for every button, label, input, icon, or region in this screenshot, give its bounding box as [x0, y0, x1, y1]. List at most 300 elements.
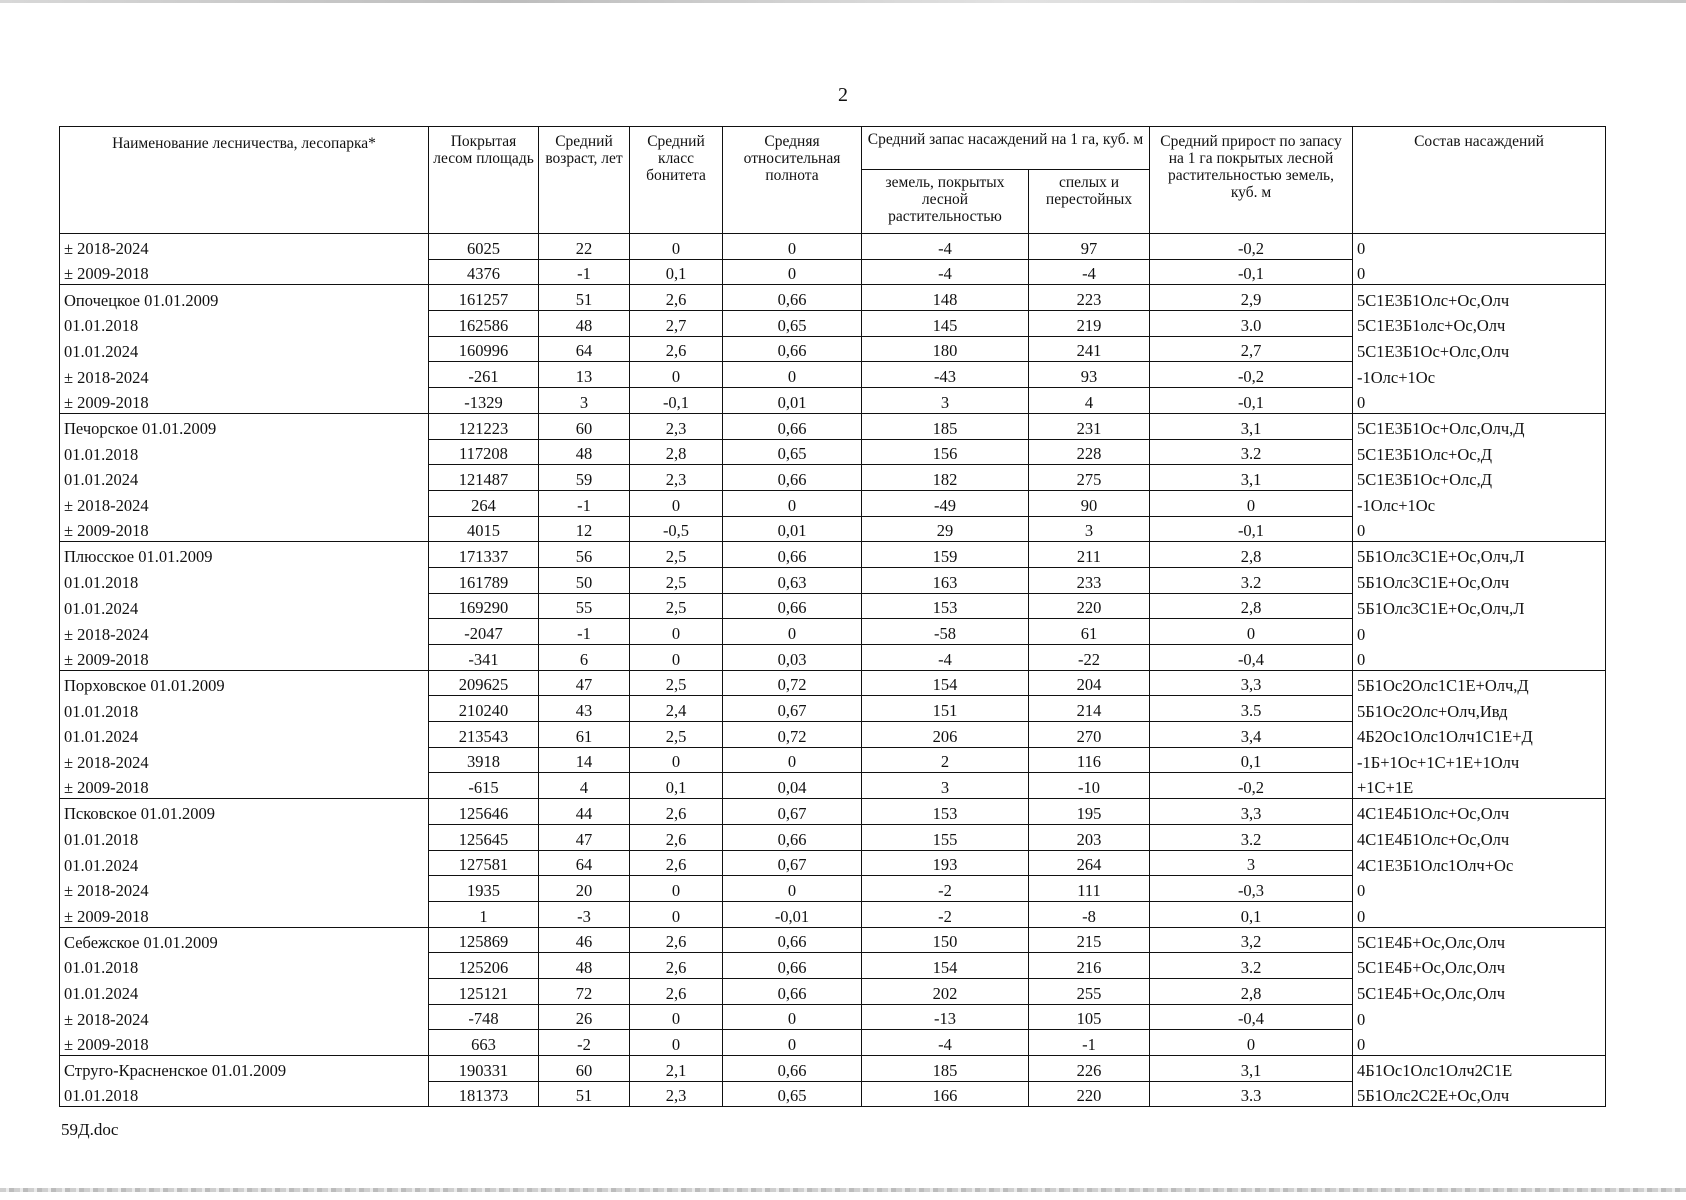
cell-name: Печорское 01.01.2009	[60, 413, 429, 439]
cell-area: 6025	[429, 234, 539, 260]
cell-stock-forest: 145	[862, 311, 1029, 337]
cell-bonitet: 2,6	[630, 285, 723, 311]
cell-density: 0	[723, 362, 862, 388]
cell-stock-mature: 241	[1029, 336, 1150, 362]
cell-area: -261	[429, 362, 539, 388]
cell-growth: -0,4	[1150, 1004, 1353, 1030]
cell-age: 13	[539, 362, 630, 388]
cell-age: 4	[539, 773, 630, 799]
cell-composition: -1Б+1Ос+1С+1Е+1Олч	[1353, 747, 1606, 773]
cell-bonitet: 2,6	[630, 850, 723, 876]
cell-bonitet: 0,1	[630, 259, 723, 285]
scan-edge-bottom	[0, 1188, 1686, 1192]
table-row	[60, 285, 1606, 311]
cell-stock-forest: 155	[862, 824, 1029, 850]
cell-composition: 5С1Е4Б+Ос,Олс,Олч	[1353, 927, 1606, 953]
cell-growth: 3.0	[1150, 311, 1353, 337]
cell-name: 01.01.2018	[60, 567, 429, 593]
cell-stock-mature: 255	[1029, 978, 1150, 1004]
cell-bonitet: 2,6	[630, 953, 723, 979]
cell-stock-mature: 90	[1029, 490, 1150, 516]
cell-age: 47	[539, 670, 630, 696]
cell-age: 64	[539, 336, 630, 362]
page-number: 2	[838, 84, 848, 106]
cell-composition: 5С1Е4Б+Ос,Олс,Олч	[1353, 978, 1606, 1004]
cell-age: -1	[539, 490, 630, 516]
table-row	[60, 490, 1606, 516]
cell-stock-forest: 153	[862, 799, 1029, 825]
cell-density: 0,63	[723, 567, 862, 593]
cell-area: 190331	[429, 1056, 539, 1082]
table-row	[60, 388, 1606, 414]
cell-age: 14	[539, 747, 630, 773]
cell-growth: 0,1	[1150, 901, 1353, 927]
cell-composition: 0	[1353, 388, 1606, 414]
cell-growth: 2,8	[1150, 542, 1353, 568]
cell-age: 48	[539, 439, 630, 465]
cell-bonitet: 2,6	[630, 336, 723, 362]
cell-area: 264	[429, 490, 539, 516]
cell-composition: 0	[1353, 259, 1606, 285]
cell-growth: 3,3	[1150, 670, 1353, 696]
cell-density: 0,66	[723, 413, 862, 439]
cell-bonitet: 2,5	[630, 542, 723, 568]
cell-density: 0,66	[723, 593, 862, 619]
cell-age: 12	[539, 516, 630, 542]
cell-density: 0	[723, 876, 862, 902]
cell-stock-mature: 231	[1029, 413, 1150, 439]
cell-density: 0,65	[723, 1081, 862, 1107]
cell-area: 125206	[429, 953, 539, 979]
cell-composition: 5С1Е3Б1Олс+Ос,Д	[1353, 439, 1606, 465]
cell-composition: 4С1Е4Б1Олс+Ос,Олч	[1353, 799, 1606, 825]
cell-name: Опочецкое 01.01.2009	[60, 285, 429, 311]
cell-stock-mature: 61	[1029, 619, 1150, 645]
cell-density: 0	[723, 234, 862, 260]
cell-stock-mature: -8	[1029, 901, 1150, 927]
cell-density: 0,67	[723, 799, 862, 825]
cell-composition: 5Б1Олс3С1Е+Ос,Олч	[1353, 567, 1606, 593]
cell-growth: 3.2	[1150, 567, 1353, 593]
cell-area: 3918	[429, 747, 539, 773]
cell-name: 01.01.2018	[60, 824, 429, 850]
cell-composition: 4С1Е4Б1Олс+Ос,Олч	[1353, 824, 1606, 850]
cell-bonitet: 0	[630, 1030, 723, 1056]
header-age: Средний возраст, лет	[539, 127, 630, 234]
cell-area: 121223	[429, 413, 539, 439]
cell-age: 3	[539, 388, 630, 414]
cell-area: -2047	[429, 619, 539, 645]
cell-area: 162586	[429, 311, 539, 337]
cell-age: 6	[539, 645, 630, 671]
cell-area: 171337	[429, 542, 539, 568]
table-row	[60, 516, 1606, 542]
cell-name: ± 2018-2024	[60, 619, 429, 645]
cell-density: 0,66	[723, 285, 862, 311]
cell-area: 125121	[429, 978, 539, 1004]
cell-bonitet: 2,6	[630, 824, 723, 850]
table-row	[60, 670, 1606, 696]
cell-area: 125645	[429, 824, 539, 850]
header-composition: Состав насаждений	[1353, 127, 1606, 234]
cell-stock-forest: -4	[862, 259, 1029, 285]
cell-stock-mature: 233	[1029, 567, 1150, 593]
cell-area: -341	[429, 645, 539, 671]
cell-stock-forest: 180	[862, 336, 1029, 362]
cell-bonitet: 0	[630, 747, 723, 773]
cell-composition: 5С1Е3Б1олс+Ос,Олч	[1353, 311, 1606, 337]
cell-density: 0,01	[723, 516, 862, 542]
cell-name: ± 2009-2018	[60, 901, 429, 927]
cell-bonitet: 2,1	[630, 1056, 723, 1082]
header-area: Покрытая лесом площадь	[429, 127, 539, 234]
header-density: Средняя относительная полнота	[723, 127, 862, 234]
cell-area: 209625	[429, 670, 539, 696]
cell-age: 55	[539, 593, 630, 619]
cell-stock-forest: 185	[862, 413, 1029, 439]
table-row	[60, 593, 1606, 619]
cell-composition: 5Б1Олс3С1Е+Ос,Олч,Л	[1353, 593, 1606, 619]
cell-stock-mature: 211	[1029, 542, 1150, 568]
cell-composition: 5Б1Ос2Олс1С1Е+Олч,Д	[1353, 670, 1606, 696]
table-row	[60, 234, 1606, 260]
cell-stock-forest: -4	[862, 1030, 1029, 1056]
cell-area: 1	[429, 901, 539, 927]
cell-bonitet: 2,3	[630, 413, 723, 439]
cell-bonitet: 0	[630, 234, 723, 260]
cell-bonitet: 2,6	[630, 978, 723, 1004]
cell-bonitet: 0,1	[630, 773, 723, 799]
cell-area: 161257	[429, 285, 539, 311]
table-row	[60, 953, 1606, 979]
cell-density: 0,66	[723, 1056, 862, 1082]
table-row	[60, 259, 1606, 285]
cell-age: 59	[539, 465, 630, 491]
cell-bonitet: 2,3	[630, 465, 723, 491]
table-row	[60, 567, 1606, 593]
cell-composition: -1Олс+1Ос	[1353, 490, 1606, 516]
cell-name: Псковское 01.01.2009	[60, 799, 429, 825]
cell-area: 121487	[429, 465, 539, 491]
table-row	[60, 413, 1606, 439]
cell-stock-mature: 215	[1029, 927, 1150, 953]
table-row	[60, 747, 1606, 773]
footer-filename: 59Д.doc	[61, 1120, 119, 1139]
cell-name: 01.01.2018	[60, 311, 429, 337]
cell-growth: -0,4	[1150, 645, 1353, 671]
header-stock-group: Средний запас насаждений на 1 га, куб. м	[862, 127, 1150, 170]
cell-stock-mature: -10	[1029, 773, 1150, 799]
table-row	[60, 901, 1606, 927]
cell-composition: 0	[1353, 1030, 1606, 1056]
table-body	[60, 234, 1606, 1107]
cell-name: ± 2018-2024	[60, 362, 429, 388]
cell-bonitet: 2,3	[630, 1081, 723, 1107]
cell-density: 0,66	[723, 465, 862, 491]
table-row	[60, 439, 1606, 465]
cell-stock-forest: 166	[862, 1081, 1029, 1107]
cell-stock-mature: -22	[1029, 645, 1150, 671]
cell-name: Струго-Красненское 01.01.2009	[60, 1056, 429, 1082]
cell-growth: 3.3	[1150, 1081, 1353, 1107]
table-row	[60, 465, 1606, 491]
cell-growth: 3.2	[1150, 824, 1353, 850]
table-row	[60, 311, 1606, 337]
cell-stock-forest: 29	[862, 516, 1029, 542]
cell-age: 22	[539, 234, 630, 260]
cell-stock-forest: 163	[862, 567, 1029, 593]
cell-composition: 0	[1353, 234, 1606, 260]
cell-name: ± 2018-2024	[60, 1004, 429, 1030]
cell-area: 213543	[429, 722, 539, 748]
cell-density: 0	[723, 1030, 862, 1056]
cell-area: 161789	[429, 567, 539, 593]
cell-growth: 0,1	[1150, 747, 1353, 773]
table-row	[60, 619, 1606, 645]
cell-stock-forest: 154	[862, 953, 1029, 979]
cell-growth: -0,1	[1150, 516, 1353, 542]
table-row	[60, 1004, 1606, 1030]
cell-stock-mature: 223	[1029, 285, 1150, 311]
table-row	[60, 1030, 1606, 1056]
cell-name: Порховское 01.01.2009	[60, 670, 429, 696]
cell-density: 0,67	[723, 696, 862, 722]
cell-composition: 0	[1353, 1004, 1606, 1030]
cell-composition: 5Б1Олс3С1Е+Ос,Олч,Л	[1353, 542, 1606, 568]
cell-age: 60	[539, 413, 630, 439]
cell-stock-mature: 275	[1029, 465, 1150, 491]
cell-stock-mature: 4	[1029, 388, 1150, 414]
cell-stock-mature: 228	[1029, 439, 1150, 465]
cell-composition: 4Б1Ос1Олс1Олч2С1Е	[1353, 1056, 1606, 1082]
cell-name: 01.01.2024	[60, 593, 429, 619]
cell-stock-forest: -4	[862, 234, 1029, 260]
cell-name: ± 2009-2018	[60, 773, 429, 799]
cell-name: 01.01.2018	[60, 1081, 429, 1107]
cell-area: -748	[429, 1004, 539, 1030]
cell-name: 01.01.2024	[60, 850, 429, 876]
cell-density: 0,66	[723, 542, 862, 568]
cell-age: 44	[539, 799, 630, 825]
cell-stock-mature: 93	[1029, 362, 1150, 388]
cell-age: 20	[539, 876, 630, 902]
cell-stock-mature: 264	[1029, 850, 1150, 876]
table-row	[60, 1056, 1606, 1082]
cell-growth: 0	[1150, 619, 1353, 645]
cell-composition: 0	[1353, 901, 1606, 927]
cell-bonitet: 0	[630, 645, 723, 671]
cell-stock-forest: 3	[862, 388, 1029, 414]
cell-growth: 3.5	[1150, 696, 1353, 722]
cell-growth: -0,1	[1150, 259, 1353, 285]
cell-bonitet: 2,6	[630, 927, 723, 953]
cell-stock-mature: 226	[1029, 1056, 1150, 1082]
cell-composition: 0	[1353, 876, 1606, 902]
cell-density: 0,66	[723, 978, 862, 1004]
cell-bonitet: 0	[630, 619, 723, 645]
cell-name: ± 2009-2018	[60, 259, 429, 285]
cell-density: 0,01	[723, 388, 862, 414]
cell-stock-mature: 111	[1029, 876, 1150, 902]
cell-stock-forest: 148	[862, 285, 1029, 311]
cell-bonitet: 0	[630, 362, 723, 388]
cell-name: ± 2009-2018	[60, 645, 429, 671]
cell-age: 60	[539, 1056, 630, 1082]
table-row	[60, 824, 1606, 850]
cell-stock-forest: -2	[862, 901, 1029, 927]
cell-growth: -0,3	[1150, 876, 1353, 902]
cell-bonitet: -0,5	[630, 516, 723, 542]
table-row	[60, 850, 1606, 876]
cell-area: 169290	[429, 593, 539, 619]
cell-area: 117208	[429, 439, 539, 465]
cell-stock-forest: 2	[862, 747, 1029, 773]
cell-area: 125869	[429, 927, 539, 953]
cell-name: ± 2009-2018	[60, 388, 429, 414]
cell-name: ± 2018-2024	[60, 876, 429, 902]
cell-density: 0,66	[723, 824, 862, 850]
cell-growth: 3,1	[1150, 465, 1353, 491]
cell-bonitet: 2,6	[630, 799, 723, 825]
table-row	[60, 876, 1606, 902]
cell-composition: 0	[1353, 619, 1606, 645]
cell-growth: -0,2	[1150, 234, 1353, 260]
cell-density: 0,65	[723, 311, 862, 337]
table-row	[60, 773, 1606, 799]
header-name: Наименование лесничества, лесопарка*	[60, 127, 429, 234]
cell-growth: 2,7	[1150, 336, 1353, 362]
cell-composition: 5С1Е3Б1Ос+Олс,Олч	[1353, 336, 1606, 362]
cell-growth: 3	[1150, 850, 1353, 876]
cell-stock-mature: 270	[1029, 722, 1150, 748]
table-row	[60, 978, 1606, 1004]
cell-growth: 2,8	[1150, 978, 1353, 1004]
cell-bonitet: 0	[630, 876, 723, 902]
cell-age: 51	[539, 285, 630, 311]
cell-growth: 0	[1150, 490, 1353, 516]
cell-age: 46	[539, 927, 630, 953]
cell-age: 61	[539, 722, 630, 748]
table-row	[60, 542, 1606, 568]
cell-growth: 2,8	[1150, 593, 1353, 619]
cell-stock-forest: 159	[862, 542, 1029, 568]
cell-age: 47	[539, 824, 630, 850]
cell-composition: 0	[1353, 645, 1606, 671]
cell-density: 0,03	[723, 645, 862, 671]
cell-density: 0	[723, 619, 862, 645]
cell-density: 0,67	[723, 850, 862, 876]
cell-density: 0	[723, 490, 862, 516]
cell-bonitet: 0	[630, 490, 723, 516]
cell-density: 0,72	[723, 722, 862, 748]
cell-density: 0,04	[723, 773, 862, 799]
cell-stock-forest: -58	[862, 619, 1029, 645]
cell-composition: 5Б1Олс2С2Е+Ос,Олч	[1353, 1081, 1606, 1107]
cell-age: 50	[539, 567, 630, 593]
cell-name: ± 2018-2024	[60, 747, 429, 773]
cell-name: 01.01.2018	[60, 696, 429, 722]
cell-area: 1935	[429, 876, 539, 902]
cell-stock-mature: 195	[1029, 799, 1150, 825]
cell-stock-mature: 204	[1029, 670, 1150, 696]
header-stock-mature: спелых и перестойных	[1029, 170, 1150, 234]
cell-stock-forest: 206	[862, 722, 1029, 748]
cell-stock-mature: -4	[1029, 259, 1150, 285]
cell-composition: -1Олс+1Ос	[1353, 362, 1606, 388]
forestry-table	[59, 126, 1606, 1107]
scan-edge-top	[0, 0, 1686, 3]
table-row	[60, 362, 1606, 388]
cell-growth: 2,9	[1150, 285, 1353, 311]
table-row	[60, 696, 1606, 722]
cell-name: ± 2009-2018	[60, 516, 429, 542]
cell-area: -615	[429, 773, 539, 799]
cell-area: 4376	[429, 259, 539, 285]
table-row	[60, 336, 1606, 362]
cell-density: 0,72	[723, 670, 862, 696]
cell-bonitet: 0	[630, 1004, 723, 1030]
cell-density: 0,66	[723, 927, 862, 953]
cell-composition: +1С+1Е	[1353, 773, 1606, 799]
cell-age: 56	[539, 542, 630, 568]
cell-stock-mature: 219	[1029, 311, 1150, 337]
cell-growth: 3.2	[1150, 953, 1353, 979]
cell-bonitet: -0,1	[630, 388, 723, 414]
cell-composition: 4Б2Ос1Олс1Олч1С1Е+Д	[1353, 722, 1606, 748]
cell-age: -1	[539, 259, 630, 285]
cell-stock-forest: 154	[862, 670, 1029, 696]
cell-stock-forest: 202	[862, 978, 1029, 1004]
cell-stock-forest: 193	[862, 850, 1029, 876]
cell-age: 48	[539, 311, 630, 337]
cell-growth: -0,2	[1150, 773, 1353, 799]
cell-stock-forest: 150	[862, 927, 1029, 953]
cell-density: 0,66	[723, 336, 862, 362]
cell-density: 0	[723, 1004, 862, 1030]
table-row	[60, 799, 1606, 825]
cell-age: -1	[539, 619, 630, 645]
cell-composition: 5С1Е3Б1Олс+Ос,Олч	[1353, 285, 1606, 311]
cell-stock-mature: -1	[1029, 1030, 1150, 1056]
table-row	[60, 645, 1606, 671]
cell-age: 43	[539, 696, 630, 722]
cell-age: -2	[539, 1030, 630, 1056]
cell-stock-mature: 216	[1029, 953, 1150, 979]
cell-area: 4015	[429, 516, 539, 542]
cell-growth: 0	[1150, 1030, 1353, 1056]
cell-name: 01.01.2024	[60, 722, 429, 748]
cell-stock-mature: 3	[1029, 516, 1150, 542]
cell-area: 127581	[429, 850, 539, 876]
cell-stock-forest: -13	[862, 1004, 1029, 1030]
table-row	[60, 927, 1606, 953]
cell-growth: 3,1	[1150, 1056, 1353, 1082]
cell-composition: 5Б1Ос2Олс+Олч,Ивд	[1353, 696, 1606, 722]
cell-stock-forest: -43	[862, 362, 1029, 388]
table-row	[60, 1081, 1606, 1107]
cell-name: ± 2009-2018	[60, 1030, 429, 1056]
cell-bonitet: 2,4	[630, 696, 723, 722]
cell-growth: 3,3	[1150, 799, 1353, 825]
header-growth: Средний прирост по запасу на 1 га покрытых лесной растительностью земель, куб. м	[1150, 127, 1353, 234]
cell-stock-forest: -2	[862, 876, 1029, 902]
cell-stock-mature: 97	[1029, 234, 1150, 260]
cell-name: 01.01.2024	[60, 336, 429, 362]
cell-density: 0	[723, 259, 862, 285]
header-stock-forest: земель, покрытых лесной растительностью	[862, 170, 1029, 234]
cell-stock-forest: 153	[862, 593, 1029, 619]
cell-name: 01.01.2018	[60, 953, 429, 979]
